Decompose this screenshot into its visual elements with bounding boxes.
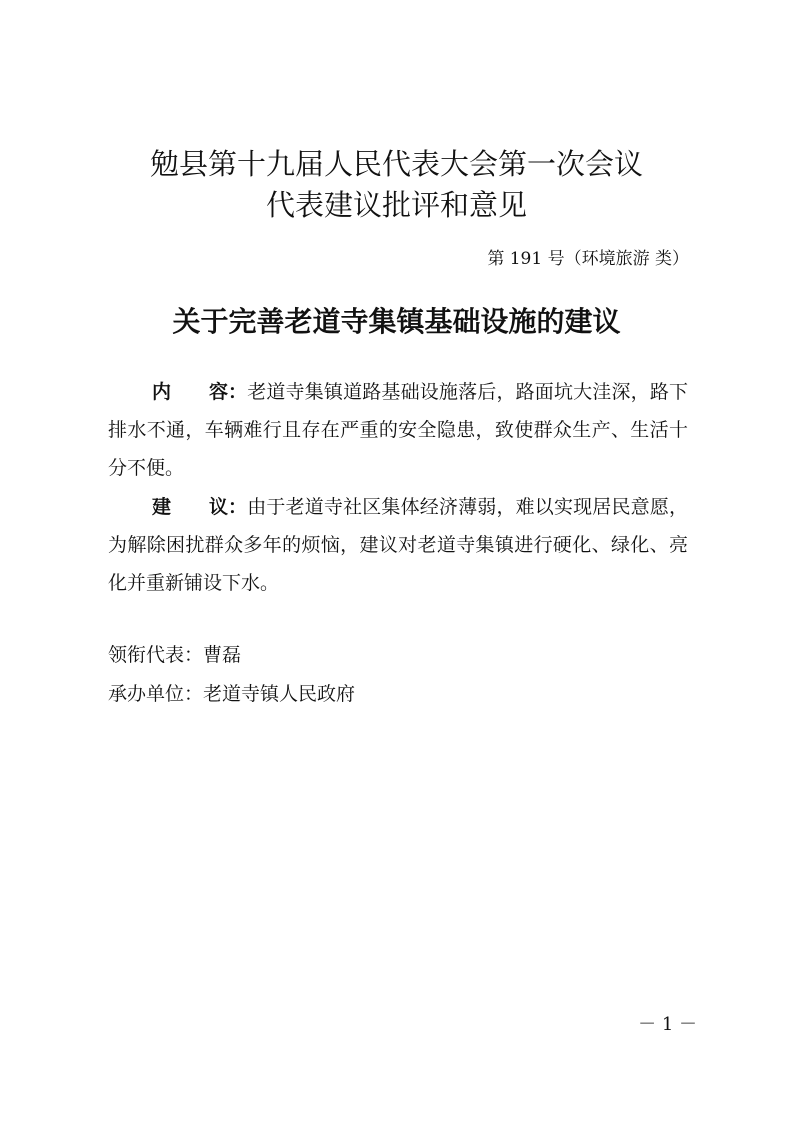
suggestion-label-char-2: 议：: [209, 496, 248, 518]
header-title-line-2: 代表建议批评和意见: [265, 188, 527, 222]
header-title-line-1: 勉县第十九届人民代表大会第一次会议: [149, 147, 643, 181]
content-label-char-2: 容：: [209, 381, 248, 403]
lead-representative-label: 领衔代表：: [108, 644, 204, 666]
suggestion-paragraph: [108, 488, 688, 602]
lead-representative-line: [108, 640, 241, 667]
page-number: － 1 －: [638, 1014, 697, 1035]
document-number: 第 191 号（环境旅游 类）: [487, 249, 689, 269]
content-label: [152, 381, 247, 403]
content-label-char-1: 内: [152, 381, 172, 403]
handling-unit-line: [108, 679, 355, 706]
lead-representative-value: 曹磊: [203, 644, 242, 666]
suggestion-label-char-1: 建: [152, 496, 172, 518]
handling-unit-label: 承办单位：: [108, 683, 204, 705]
suggestion-text: 由于老道寺社区集体经济薄弱，难以实现居民意愿，为解除困扰群众多年的烦恼，建议对老道寺集镇进行硬化、绿化、亮化并重新铺设下水。: [108, 496, 688, 594]
content-text: 老道寺集镇道路基础设施落后，路面坑大洼深，路下排水不通，车辆难行且存在严重的安全隐患，致使群众生产、生活十分不便。: [108, 381, 688, 479]
content-paragraph: [108, 373, 688, 487]
proposal-title: 关于完善老道寺集镇基础设施的建议: [172, 305, 621, 338]
suggestion-label: [152, 496, 247, 518]
handling-unit-value: 老道寺镇人民政府: [203, 683, 356, 705]
